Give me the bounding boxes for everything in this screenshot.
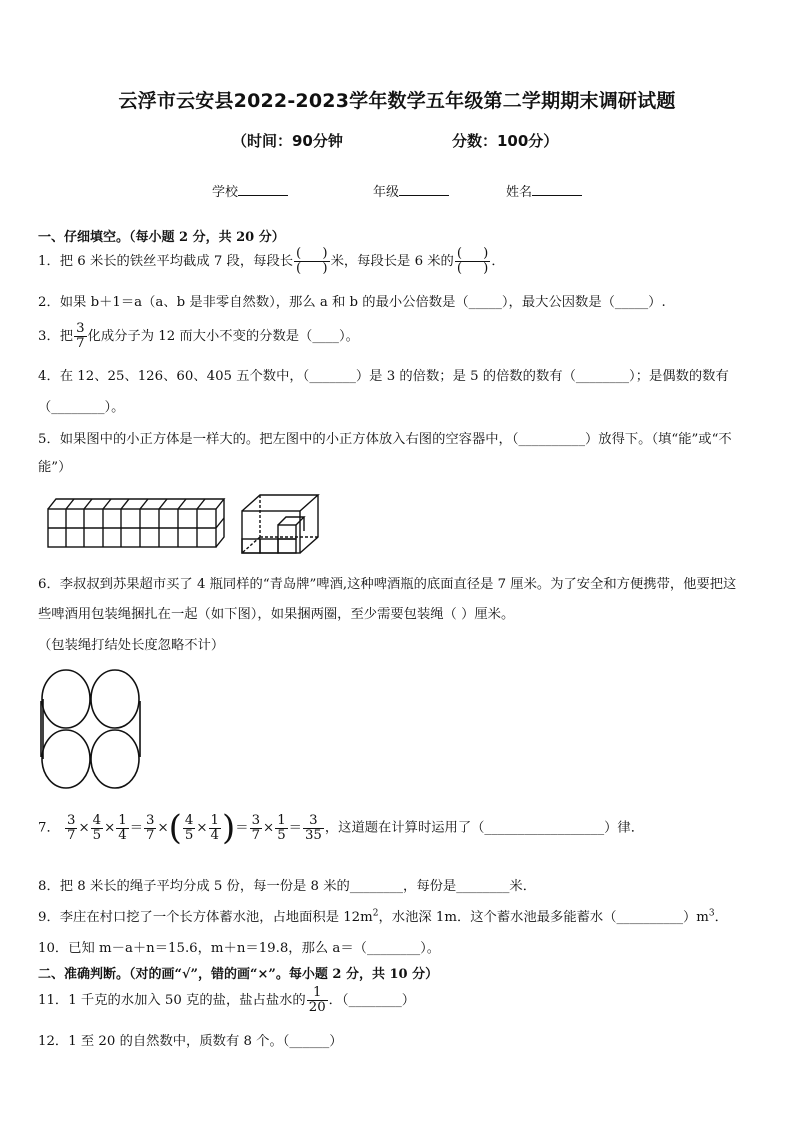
question-5-cont: 能”） (38, 460, 72, 475)
school-field[interactable] (212, 181, 288, 200)
bottles-figure (38, 667, 146, 792)
section-1-title: 一、仔细填空。（每小题 2 分，共 20 分） (38, 230, 285, 245)
name-label: 姓名 (506, 185, 533, 200)
question-4: 4．在 12、25、126、60、405 五个数中，（_______）是 3 的倍数；是 5 的倍数的数有（________）；是偶数的数有 (38, 369, 729, 384)
fraction-blank[interactable]: $\frac{( )}{( )}$ (456, 246, 489, 276)
cube-container-right (242, 495, 318, 553)
exam-score: 分数：100分） (452, 132, 559, 150)
cube-figures (44, 493, 334, 555)
question-5: 5．如果图中的小正方体是一样大的。把左图中的小正方体放入右图的空容器中，（__________）放得下。（填“能”或“不 (38, 432, 732, 447)
question-10: 10．已知 m－a＋n＝15.6，m＋n＝19.8，那么 a＝（________）。 (38, 941, 441, 956)
question-12: 12．1 至 20 的自然数中，质数有 8 个。（______） (38, 1034, 343, 1049)
cube-block-left (48, 499, 224, 547)
grade-field[interactable] (373, 181, 449, 200)
section-2-title: 二、准确判断。（对的画“√”，错的画“×”。每小题 2 分，共 10 分） (38, 967, 439, 982)
name-field[interactable] (506, 181, 582, 200)
fraction-blank[interactable]: $\frac{( )}{( )}$ (296, 246, 328, 276)
question-9: 9．李庄在村口挖了一个长方体蓄水池，占地面积是 $12m^2$，水池深 1m．这个蓄水池最多能蓄水$(\_\_\_\_\_\_\_\_\_\_)m^3$． (38, 908, 728, 925)
exam-time: （时间：90分钟 (232, 132, 343, 150)
question-6: 6．李叔叔到苏果超市买了 4 瓶同样的“青岛牌”啤酒,这种啤酒瓶的底面直径是 7 厘米。为了安全和方便携带，他要把这 (38, 577, 737, 592)
question-11: 11．1 千克的水加入 50 克的盐，盐占盐水的 $\frac{1}{20}$ ．（________） (38, 985, 416, 1015)
question-8: 8．把 8 米长的绳子平均分成 5 份，每一份是 8 米的________，每份是________米． (38, 879, 536, 894)
page-title: 云浮市云安县2022-2023学年数学五年级第二学期期末调研试题 (118, 90, 676, 112)
question-3: 3．把 $\frac{3}{7}$ 化成分子为 12 而大小不变的分数是（____）。 (38, 321, 359, 351)
question-1: 1．把 6 米长的铁丝平均截成 7 段，每段长 $\frac{( )}{( )}$ 米，每段长是 6 米的 $\frac{( )}{( )}$ ． (38, 246, 505, 276)
question-2: 2．如果 b＋1＝a（a、b 是非零自然数），那么 a 和 b 的最小公倍数是（_____），最大公因数是（_____）. (38, 295, 666, 310)
question-7: 7． $\frac{3}{7}$ × $\frac{4}{5}$ × $\frac{1}{4}$ ＝ $\frac{3}{7}$ ×( $\frac{4}{5}$ × $\frac{1}{4}$ )＝ $\frac{3}{7}$ × $\frac{1}{5}$ ＝ $\frac{3}{35}$ ，这道题在计算时运用了（__________________）律． (38, 808, 644, 848)
question-6-cont: 些啤酒用包装绳捆扎在一起（如下图），如果捆两圈，至少需要包装绳（ ）厘米。 (38, 607, 515, 622)
question-4-cont: （________）。 (38, 400, 125, 415)
school-label: 学校 (212, 185, 239, 200)
grade-label: 年级 (373, 185, 400, 200)
question-6-note: （包装绳打结处长度忽略不计） (38, 638, 225, 653)
